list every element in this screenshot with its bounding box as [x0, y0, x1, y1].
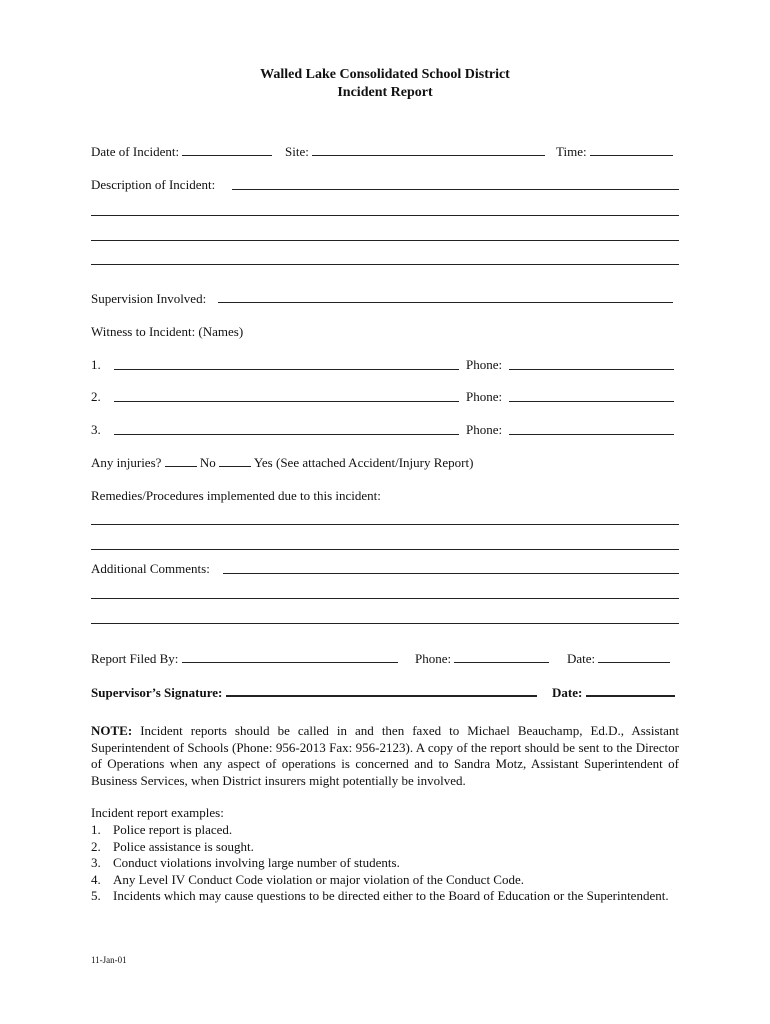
list-item-number: 3. — [91, 855, 101, 870]
filed-by-label: Report Filed By: — [91, 651, 179, 666]
form-title: Incident Report — [337, 85, 433, 100]
signature-date-label: Date: — [552, 685, 583, 700]
witness-name-field[interactable] — [114, 434, 459, 435]
signature-field[interactable] — [226, 683, 537, 697]
comments-line[interactable] — [223, 573, 679, 574]
date-field[interactable] — [182, 143, 272, 156]
witness-number: 2. — [91, 389, 101, 404]
note-text: Incident reports should be called in and then faxed to Michael Beauchamp, Ed.D., Assistant Superintendent of Schools (Phone: 956-2013 Fax: 956-2123). A copy of the report should be sent to the Director of Operations when any aspect of operations is concerned and to Sandra Motz, Assistant Superintendent of Business Services, when District insurers might potentially be involved. — [91, 723, 679, 788]
filed-by-row — [91, 650, 398, 668]
time-label: Time: — [556, 144, 587, 159]
description-line[interactable] — [91, 264, 679, 265]
list-item — [91, 888, 679, 905]
comments-line[interactable] — [91, 598, 679, 599]
witness-name-field[interactable] — [114, 369, 459, 370]
examples-heading: Incident report examples: — [91, 805, 224, 820]
list-item-text: Police assistance is sought. — [113, 838, 254, 854]
list-item — [91, 872, 679, 889]
list-item-text: Conduct violations involving large number of students. — [113, 855, 400, 870]
description-label: Description of Incident: — [91, 177, 216, 192]
witness-name-field[interactable] — [114, 401, 459, 402]
description-line[interactable] — [91, 215, 679, 216]
description-line[interactable] — [232, 189, 679, 190]
injuries-row — [91, 454, 473, 472]
injuries-no-label: No — [199, 455, 216, 470]
remedies-line[interactable] — [91, 524, 679, 525]
injuries-yes-label: Yes — [253, 455, 273, 470]
witness-phone-field[interactable] — [509, 401, 674, 402]
filed-date-label: Date: — [567, 651, 596, 666]
description-line[interactable] — [91, 240, 679, 241]
witness-number: 1. — [91, 357, 101, 372]
injuries-yes-checkbox[interactable] — [219, 454, 251, 467]
list-item — [91, 855, 679, 872]
site-label: Site: — [285, 144, 309, 159]
list-item-text: Any Level IV Conduct Code violation or major violation of the Conduct Code. — [113, 871, 524, 887]
signature-row — [91, 683, 537, 701]
list-item-number: 2. — [91, 838, 101, 854]
list-item-number: 1. — [91, 822, 101, 837]
comments-label: Additional Comments: — [91, 561, 210, 576]
time-field[interactable] — [590, 143, 673, 156]
remedies-label: Remedies/Procedures implemented due to this incident: — [91, 488, 381, 503]
witness-heading: Witness to Incident: (Names) — [91, 324, 244, 339]
witness-phone-label: Phone: — [466, 422, 503, 437]
note-paragraph — [91, 723, 679, 789]
filed-phone-row — [415, 650, 549, 668]
witness-phone-label: Phone: — [466, 389, 503, 404]
description-row — [91, 176, 215, 194]
list-item-number: 5. — [91, 888, 101, 903]
injuries-label: Any injuries? — [91, 455, 162, 470]
supervision-row — [91, 290, 206, 308]
signature-date-row — [552, 683, 675, 701]
list-item-text: Incidents which may cause questions to be directed either to the Board of Education or the Superintendent. — [113, 888, 669, 903]
list-item-text: Police report is placed. — [113, 822, 233, 837]
filed-date-row — [567, 650, 670, 668]
filed-phone-label: Phone: — [415, 651, 452, 666]
injuries-note: (See attached Accident/Injury Report) — [276, 455, 474, 470]
witness-number: 3. — [91, 422, 101, 437]
date-of-incident-row — [91, 143, 272, 161]
signature-date-field[interactable] — [586, 683, 675, 697]
note-label: NOTE: — [91, 723, 133, 738]
date-label: Date of Incident: — [91, 144, 180, 159]
witness-phone-field[interactable] — [509, 369, 674, 370]
witness-phone-field[interactable] — [509, 434, 674, 435]
supervision-field[interactable] — [218, 302, 673, 303]
district-name: Walled Lake Consolidated School District — [260, 67, 510, 82]
time-row — [556, 143, 673, 161]
filed-date-field[interactable] — [598, 650, 670, 663]
signature-label: Supervisor’s Signature: — [91, 685, 223, 700]
comments-row — [91, 560, 210, 578]
list-item — [91, 822, 679, 839]
list-item-number: 4. — [91, 871, 101, 887]
injuries-no-checkbox[interactable] — [165, 454, 197, 467]
site-field[interactable] — [312, 143, 545, 156]
site-row — [285, 143, 545, 161]
comments-line[interactable] — [91, 623, 679, 624]
filed-by-field[interactable] — [182, 650, 398, 663]
witness-phone-label: Phone: — [466, 357, 503, 372]
remedies-line[interactable] — [91, 549, 679, 550]
supervision-label: Supervision Involved: — [91, 291, 207, 306]
filed-phone-field[interactable] — [454, 650, 549, 663]
footer-date-code: 11-Jan-01 — [91, 955, 127, 965]
examples-list — [91, 822, 679, 905]
list-item — [91, 839, 679, 856]
